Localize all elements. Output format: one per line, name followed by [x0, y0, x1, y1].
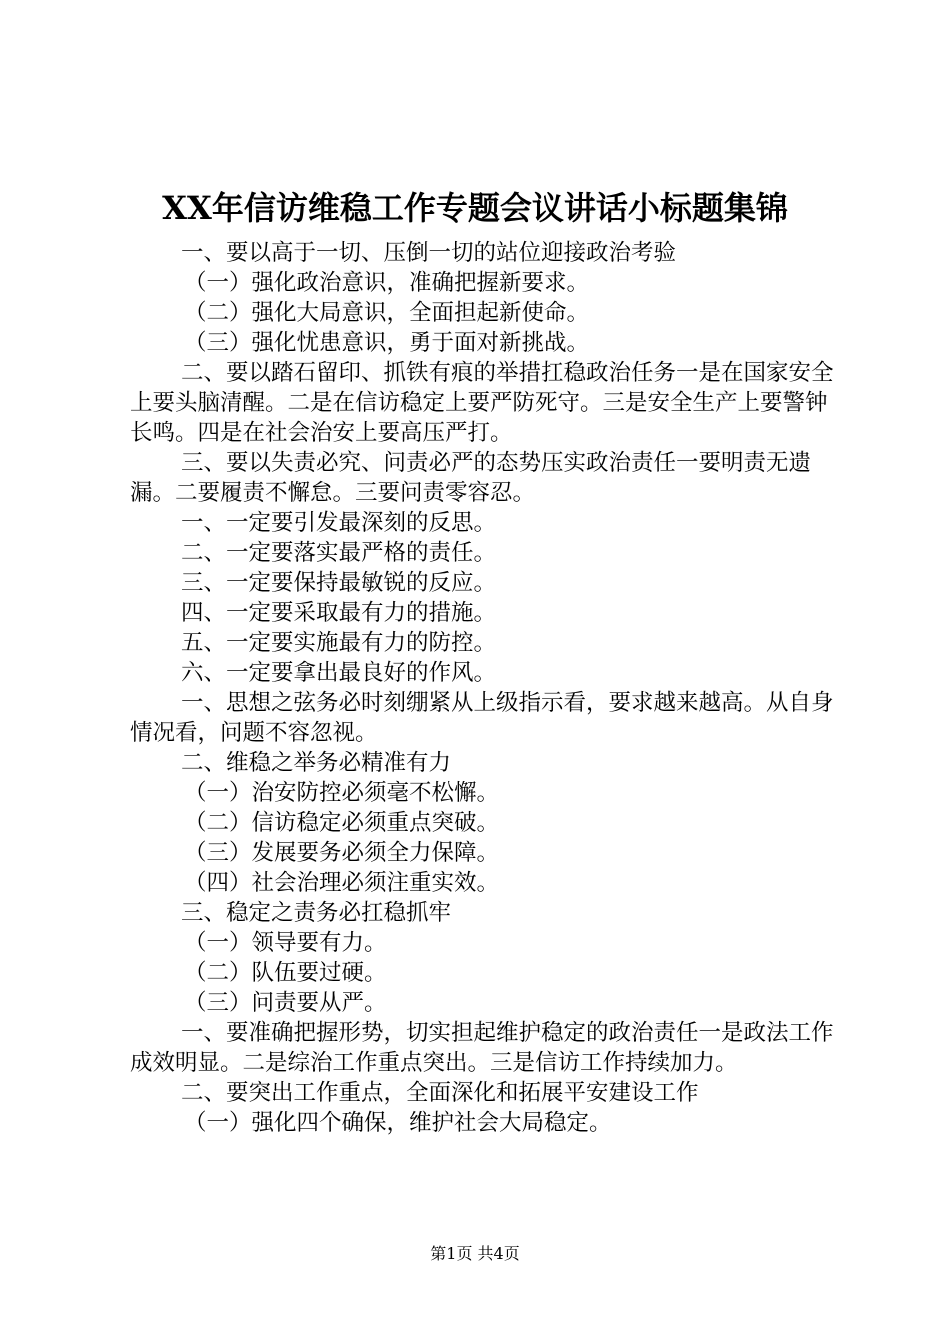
paragraph: （一）治安防控必须毫不松懈。 [184, 780, 500, 806]
paragraph: 三、稳定之责务必扛稳抓牢 [181, 900, 452, 926]
paragraph: 二、要以踏石留印、抓铁有痕的举措扛稳政治任务一是在国家安全上要头脑清醒。二是在信访稳定上要严防死守。三是安全生产上要警钟长鸣。四是在社会治安上要高压严打。 [130, 360, 834, 446]
paragraph: （三）强化忧患意识，勇于面对新挑战。 [184, 330, 590, 356]
page-footer: 第1页 共4页 [430, 1244, 520, 1263]
paragraph: （一）强化政治意识，准确把握新要求。 [184, 270, 590, 296]
paragraph: （一）领导要有力。 [184, 930, 387, 956]
paragraph: 三、一定要保持最敏锐的反应。 [181, 570, 497, 596]
paragraph: 六、一定要拿出最良好的作风。 [181, 660, 497, 686]
paragraph: 二、维稳之举务必精准有力 [181, 750, 452, 776]
paragraph: 一、要准确把握形势，切实担起维护稳定的政治责任一是政法工作成效明显。二是综治工作重点突出。三是信访工作持续加力。 [130, 1020, 834, 1076]
paragraph: （三）发展要务必须全力保障。 [184, 840, 500, 866]
paragraph: 四、一定要采取最有力的措施。 [181, 600, 497, 626]
paragraph: （三）问责要从严。 [184, 990, 387, 1016]
paragraph: 二、要突出工作重点，全面深化和拓展平安建设工作 [181, 1080, 699, 1106]
document-title: XX年信访维稳工作专题会议讲话小标题集锦 [162, 189, 788, 227]
paragraph: （二）强化大局意识，全面担起新使命。 [184, 300, 590, 326]
paragraph: 三、要以失责必究、问责必严的态势压实政治责任一要明责无遗漏。二要履责不懈怠。三要问责零容忍。 [130, 450, 812, 506]
paragraph: 一、思想之弦务必时刻绷紧从上级指示看，要求越来越高。从自身情况看，问题不容忽视。 [130, 690, 834, 746]
paragraph: （二）信访稳定必须重点突破。 [184, 810, 500, 836]
document-body [130, 238, 845, 1138]
paragraph: 一、要以高于一切、压倒一切的站位迎接政治考验 [181, 240, 677, 266]
paragraph: （二）队伍要过硬。 [184, 960, 387, 986]
paragraph: 二、一定要落实最严格的责任。 [181, 540, 497, 566]
paragraph: （四）社会治理必须注重实效。 [184, 870, 500, 896]
paragraph: 一、一定要引发最深刻的反思。 [181, 510, 497, 536]
paragraph: （一）强化四个确保，维护社会大局稳定。 [184, 1110, 612, 1136]
paragraph: 五、一定要实施最有力的防控。 [181, 630, 497, 656]
